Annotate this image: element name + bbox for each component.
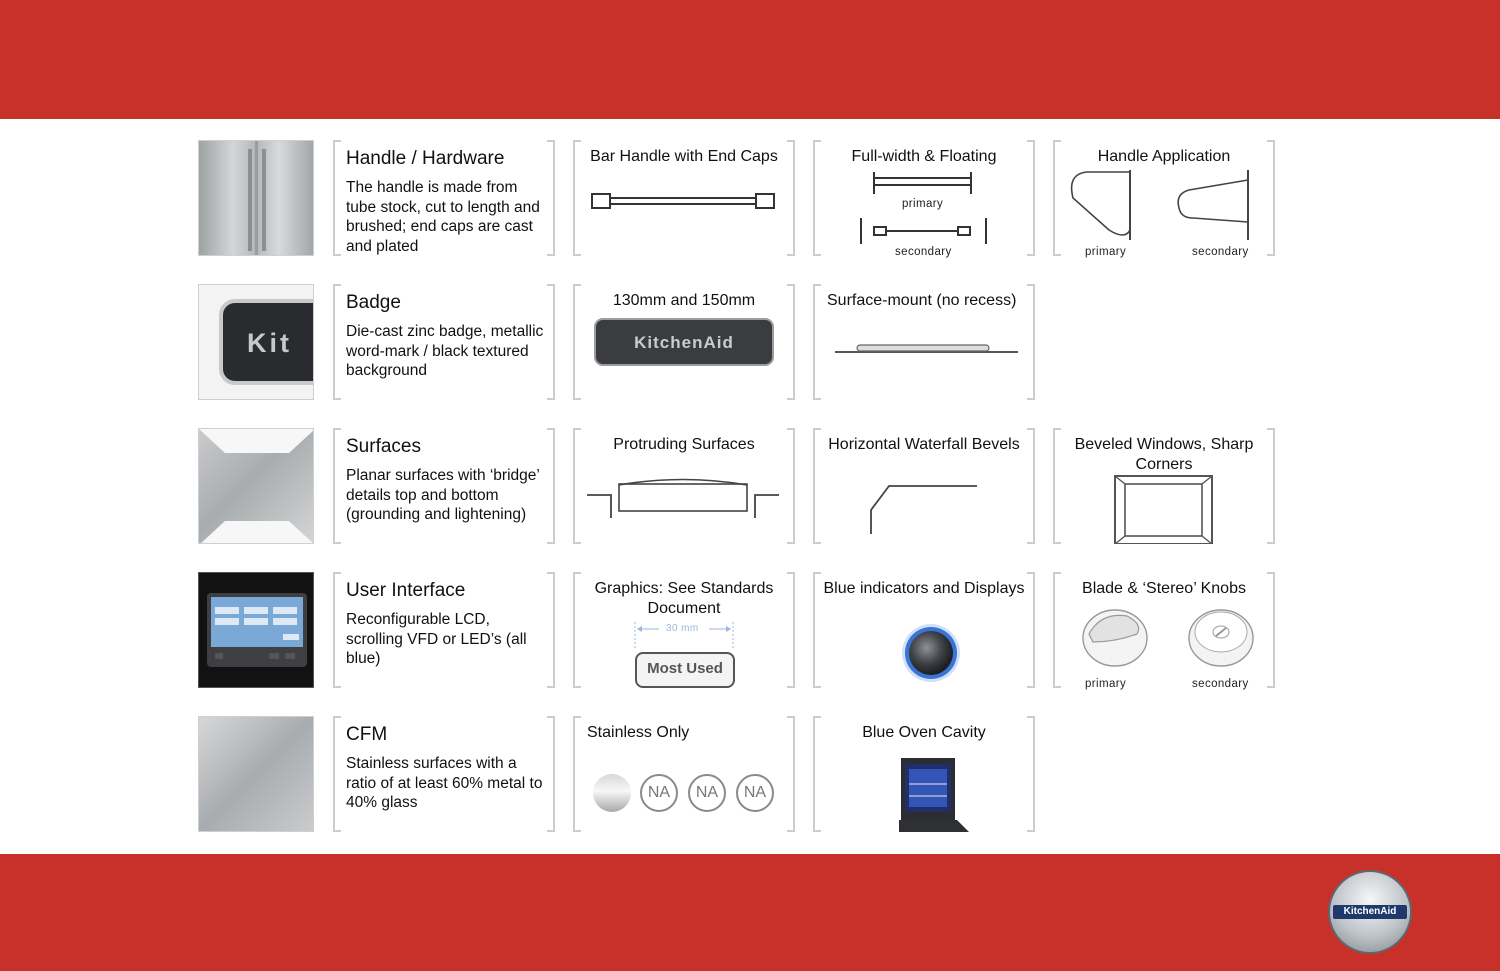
surface-mount-drawing [813, 284, 1035, 400]
kitchenaid-logo [1328, 870, 1412, 954]
option-blade-knobs [1053, 572, 1275, 688]
handle-description [333, 140, 555, 256]
primary-label: primary [902, 198, 944, 210]
beveled-window-drawing [1053, 428, 1275, 544]
option-title: Blue Oven Cavity [862, 724, 986, 741]
badge-drawing [573, 284, 795, 400]
handle-text: The handle is made from tube stock, cut to length and brushed; end caps are cast and plated [346, 179, 540, 255]
handle-bars-image [199, 141, 314, 256]
cfm-thumbnail [198, 716, 314, 832]
handle-title: Handle / Hardware [346, 148, 505, 169]
secondary-label: secondary [1192, 246, 1249, 258]
logo-wordmark: KitchenAid [1333, 905, 1407, 919]
option-title: Protruding Surfaces [613, 436, 755, 453]
ui-description [333, 572, 555, 688]
secondary-label: secondary [895, 246, 952, 258]
badge-description [333, 284, 555, 400]
badge-title: Badge [346, 292, 401, 313]
option-badge-size [573, 284, 795, 400]
badge-thumbnail [198, 284, 314, 400]
option-title: Horizontal Waterfall Bevels [828, 436, 1020, 453]
badge-crop-text: Kit [247, 328, 292, 358]
cfm-description [333, 716, 555, 832]
handle-thumbnail [198, 140, 314, 256]
option-stainless-only [573, 716, 795, 832]
na-badge: NA [640, 774, 678, 812]
option-protruding-surfaces [573, 428, 795, 544]
option-handle-application [1053, 140, 1275, 256]
primary-label: primary [1085, 678, 1127, 690]
option-beveled-windows [1053, 428, 1275, 544]
secondary-label: secondary [1192, 678, 1249, 690]
option-title: Stainless Only [587, 724, 690, 741]
surfaces-title: Surfaces [346, 436, 421, 457]
option-title: Handle Application [1097, 148, 1231, 165]
ui-thumbnail [198, 572, 314, 688]
option-title: Surface-mount (no recess) [827, 292, 1017, 309]
blue-indicator-drawing [813, 572, 1035, 688]
option-title: Beveled Windows, Sharp Corners [1074, 436, 1254, 473]
cfm-title: CFM [346, 724, 388, 745]
surfaces-image [199, 429, 314, 544]
surfaces-thumbnail [198, 428, 314, 544]
option-waterfall-bevels [813, 428, 1035, 544]
blade-knobs-drawing [1053, 572, 1275, 688]
header-band [0, 0, 1500, 119]
option-title: Graphics: See Standards Document [594, 580, 774, 617]
badge-wordmark: KitchenAid [634, 333, 734, 352]
badge-closeup-image [199, 285, 314, 400]
bar-handle-drawing [573, 140, 795, 256]
dimension-label: 30 mm [666, 623, 699, 634]
surfaces-description [333, 428, 555, 544]
option-blue-indicators [813, 572, 1035, 688]
option-surface-mount [813, 284, 1035, 400]
badge-text: Die-cast zinc badge, metallic word-mark / black textured background [346, 323, 544, 379]
ui-title: User Interface [346, 580, 466, 601]
oven-cavity-image [813, 716, 1035, 832]
option-title: Blade & ‘Stereo’ Knobs [1082, 580, 1246, 597]
waterfall-bevel-drawing [813, 428, 1035, 544]
option-bar-handle [573, 140, 795, 256]
surfaces-text: Planar surfaces with ‘bridge’ details top and bottom (grounding and lightening) [346, 467, 540, 523]
option-title: Blue indicators and Displays [823, 580, 1025, 597]
stainless-swatch [593, 774, 631, 812]
option-title: 130mm and 150mm [612, 292, 756, 309]
option-full-width-handle [813, 140, 1035, 256]
ui-screen-image [199, 573, 314, 688]
na-badge: NA [736, 774, 774, 812]
option-title: Full-width & Floating [851, 148, 997, 165]
protruding-surfaces-drawing [573, 428, 795, 544]
most-used-button-sample: Most Used [647, 660, 723, 677]
na-badge: NA [688, 774, 726, 812]
option-blue-oven-cavity [813, 716, 1035, 832]
option-title: Bar Handle with End Caps [590, 148, 778, 165]
primary-label: primary [1085, 246, 1127, 258]
handle-application-drawing [1053, 140, 1275, 256]
ui-text: Reconfigurable LCD, scrolling VFD or LED’s (all blue) [346, 611, 527, 667]
option-graphics-standards [573, 572, 795, 688]
footer-band [0, 854, 1500, 971]
cfm-text: Stainless surfaces with a ratio of at least 60% metal to 40% glass [346, 755, 543, 811]
